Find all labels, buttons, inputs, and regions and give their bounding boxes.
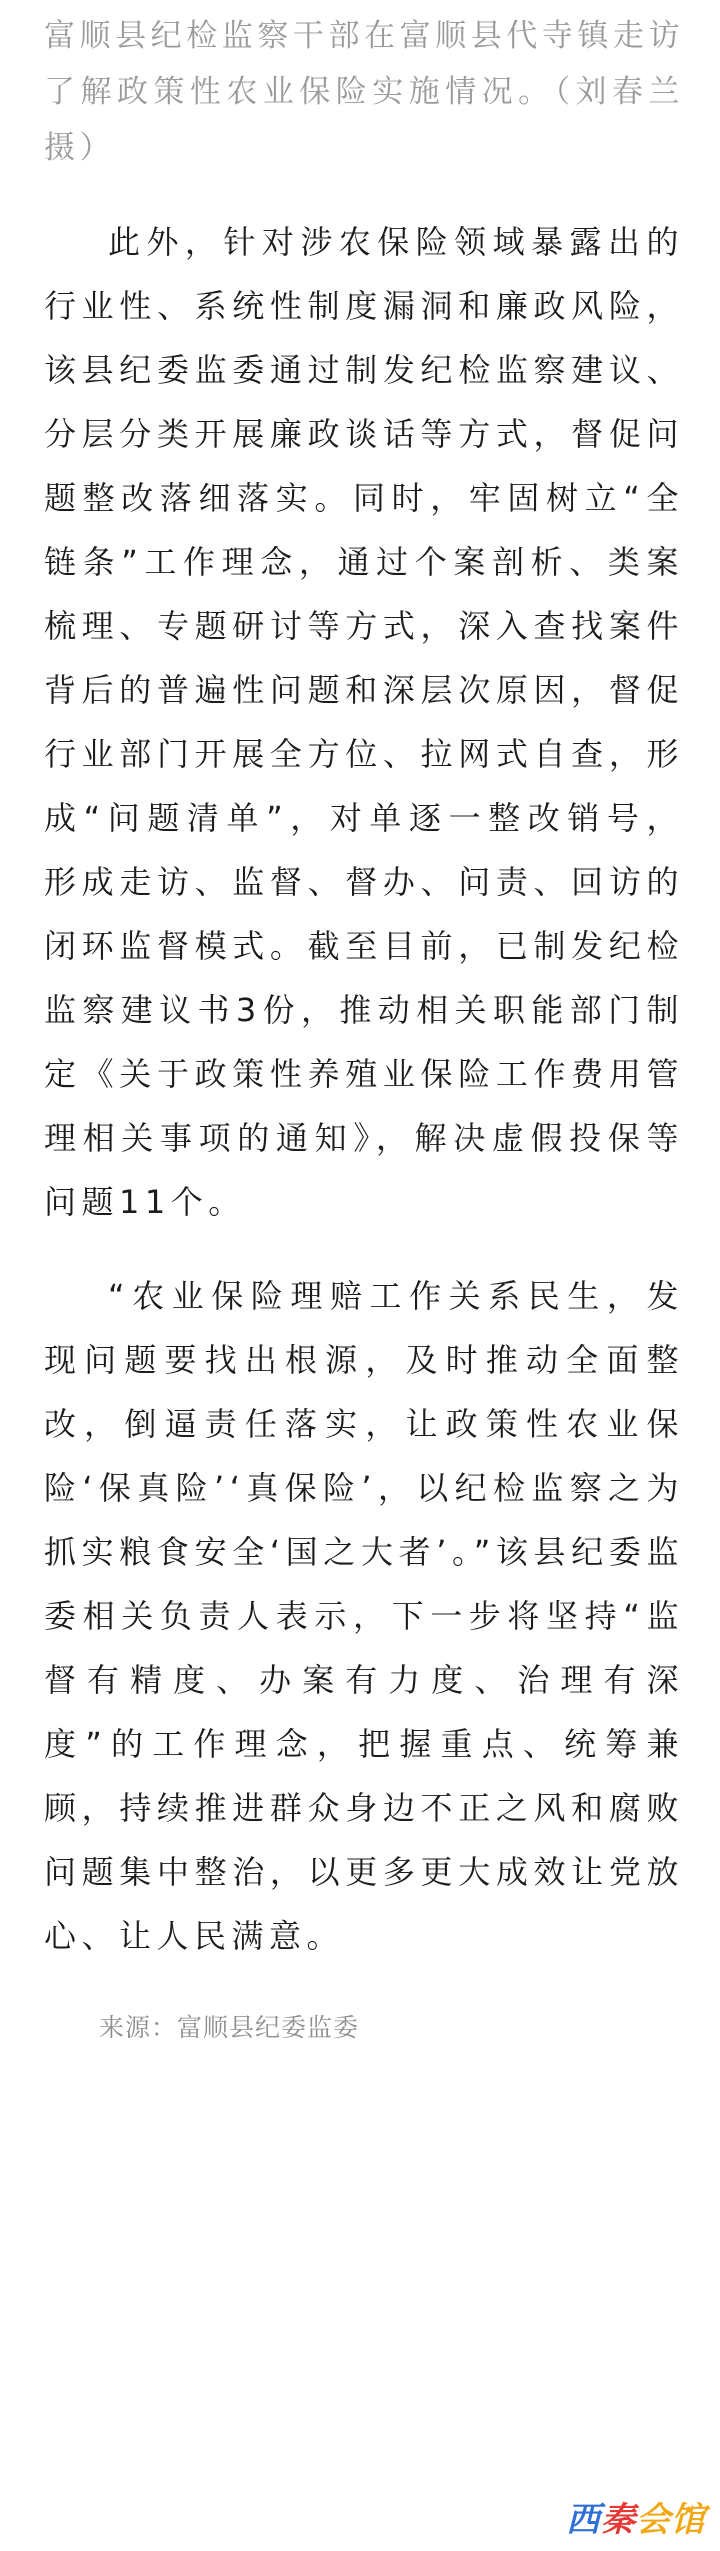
article-source: 来源：富顺县纪委监委 xyxy=(99,2013,360,2042)
article-paragraph: 此外，针对涉农保险领域暴露出的行业性、系统性制度漏洞和廉政风险，该县纪委监委通过制发纪检监察建议、分层分类开展廉政谈话等方式，督促问题整改落细落实。同时，牢固树立“全链条”工作理念，通过个案剖析、类案梳理、专题研讨等方式，深入查找案件背后的普遍性问题和深层次原因，督促行业部门开展全方位、拉网式自查，形成“问题清单”，对单逐一整改销号，形成走访、监督、督办、问责、回访的闭环监督模式。截至目前，已制发纪检监察建议书3份，推动相关职能部门制定《关于政策性养殖业保险工作费用管理相关事项的通知》，解决虚假投保等问题11个。 xyxy=(44,223,684,1221)
watermark-part: 会馆 xyxy=(636,2500,706,2540)
article xyxy=(44,0,684,2048)
photo-caption: 富顺县纪检监察干部在富顺县代寺镇走访了解政策性农业保险实施情况。（刘春兰 摄） xyxy=(44,18,684,166)
watermark-part: 西 xyxy=(566,2500,601,2540)
article-paragraph: “农业保险理赔工作关系民生，发现问题要找出根源，及时推动全面整改，倒逼责任落实，让政策性农业保险‘保真险’‘真保险’，以纪检监察之为抓实粮食安全‘国之大者’。”该县纪委监委相关负责人表示，下一步将坚持“监督有精度、办案有力度、治理有深度”的工作理念，把握重点、统筹兼顾，持续推进群众身边不正之风和腐败问题集中整治，以更多更大成效让党放心、让人民满意。 xyxy=(44,1277,684,1955)
watermark-part: 秦 xyxy=(601,2500,636,2540)
site-watermark-logo xyxy=(566,2492,706,2541)
